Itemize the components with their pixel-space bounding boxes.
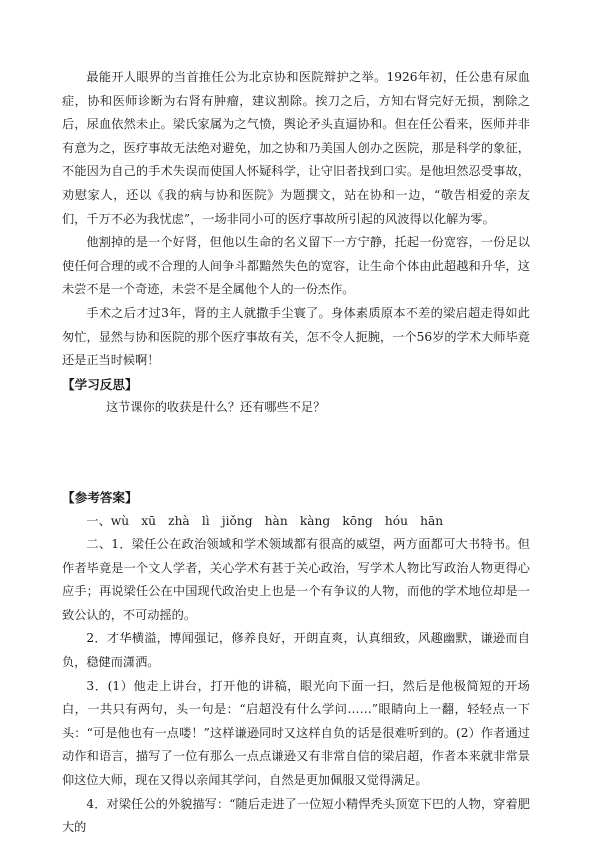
section-gap (62, 420, 530, 486)
passage-paragraph-1: 最能开人眼界的当首推任公为北京协和医院辩护之举。1926年初，任公患有尿血症，协和医师诊断为右肾有肿瘤，建议割除。挨刀之后，方知右肾完好无损，割除之后，尿血依然未止。梁氏家属为之气愤，舆论矛头直逼协和。但在任公看来，医师并非有意为之，医疗事故无法绝对避免，加之协和乃美国人创办之医院，那是科学的象征，不能因为自己的手术失误而使国人怀疑科学，让守旧者找到口实。是他坦然忍受事故，劝慰家人，还以《我的病与协和医院》为题撰文，站在协和一边，“敬告相爱的亲友们，千万不必为我忧虑”，一场非同小可的医疗事故所引起的风波得以化解为零。 (62, 70, 530, 226)
passage-paragraph-3: 手术之后才过3年，肾的主人就撒手尘寰了。身体素质原本不差的梁启超走得如此匆忙，显然与协和医院的那个医疗事故有关，怎不令人扼腕，一个56岁的学术大师毕竟还是正当时候啊！ (62, 305, 530, 368)
reflection-question: 这节课你的收获是什么？还有哪些不足？ (106, 400, 326, 415)
answer-item-2: 2．才华横溢，博闻强记，修养良好，开朗直爽，认真细致，风趣幽默，谦逊而自负，稳健而潇洒。 (62, 631, 530, 670)
answer-item-1: 二、1．梁任公在政治领域和学术领域都有很高的威望，两方面都可大书特书。但作者毕竟是一个文人学者，关心学术有甚于关心政治，写学术人物比写政治人物更得心应手；再说梁任公在中国现代政治史上也是一个有争议的人物，而他的学术地位却是一致公认的，不可动摇的。 (62, 537, 530, 622)
answer-item-4: 4．对梁任公的外貌描写：“随后走进了一位短小精悍秃头顶宽下巴的人物，穿着肥大的 (62, 796, 530, 835)
answers-heading: 【参考答案】 (62, 489, 138, 505)
passage-paragraph-2: 他割掉的是一个好肾，但他以生命的名义留下一方宁静，托起一份宽容，一份足以使任何合理的或不合理的人间争斗都黯然失色的宽容，让生命个体由此超越和升华，这未尝不是一个奇迹，未尝不是全属他个人的一份杰作。 (62, 235, 530, 297)
answer-item-3: 3．(1）他走上讲台，打开他的讲稿，眼光向下面一扫，然后是他极简短的开场白，一共只有两句，头一句是：“启超没有什么学问……”眼睛向上一翻，轻轻点一下头：“可是他也有一点喽！”这样谦逊同时又这样自负的话是很难听到的。(2）作者通过动作和语言，描写了一位有那么一点点谦逊又有非常自信的梁启超，作者本来就非常景仰这位大师，现在又得以亲闻其学问，自然是更加佩服又觉得满足。 (62, 678, 530, 788)
reflection-heading: 【学习反思】 (62, 376, 138, 392)
answer-pinyin-line: 一、wù xū zhà lì jiǒng hàn kàng kōng hóu hān (86, 513, 444, 528)
